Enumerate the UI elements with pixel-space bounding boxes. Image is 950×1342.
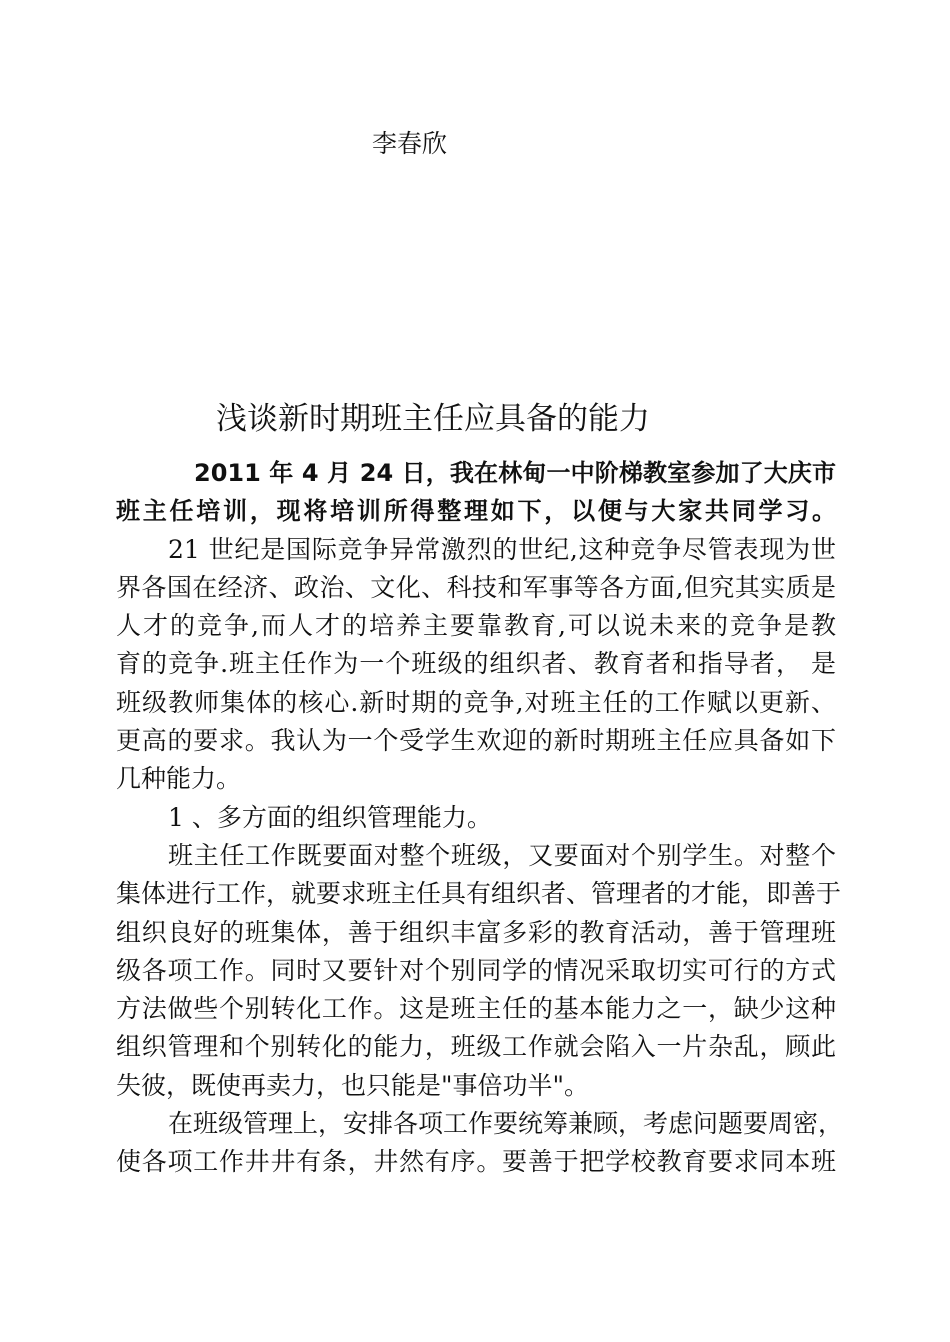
paragraph-line: 组织管理和个别转化的能力，班级工作就会陷入一片杂乱，顾此 xyxy=(116,1032,836,1062)
paragraph-line: 组织良好的班集体，善于组织丰富多彩的教育活动，善于管理班 xyxy=(116,917,836,947)
paragraph-line: 班主任工作既要面对整个班级，又要面对个别学生。对整个 xyxy=(168,840,836,870)
paragraph-line: 集体进行工作，就要求班主任具有组织者、管理者的才能，即善于 xyxy=(116,879,842,909)
paragraph-line: 班级教师集体的核心.新时期的竞争,对班主任的工作赋以更新、 xyxy=(116,687,836,717)
paragraph-line: 界各国在经济、政治、文化、科技和军事等各方面,但究其实质是 xyxy=(116,572,836,602)
paragraph-line: 21 世纪是国际竞争异常激烈的世纪,这种竞争尽管表现为世 xyxy=(168,534,836,564)
paragraph-line: 几种能力。 xyxy=(116,764,242,794)
section-heading: 1 、多方面的组织管理能力。 xyxy=(168,802,492,832)
paragraph-line: 育的竞争.班主任作为一个班级的组织者、教育者和指导者， 是 xyxy=(116,649,836,679)
paragraph-line: 失彼，既使再卖力，也只能是"事倍功半"。 xyxy=(116,1070,589,1100)
paragraph-line: 使各项工作井井有条，井然有序。要善于把学校教育要求同本班 xyxy=(116,1147,836,1177)
document-title: 浅谈新时期班主任应具备的能力 xyxy=(216,401,650,437)
document-body xyxy=(116,454,844,1182)
paragraph-line: 在班级管理上，安排各项工作要统筹兼顾，考虑问题要周密， xyxy=(168,1109,844,1139)
author-name: 李春欣 xyxy=(372,129,448,158)
paragraph-line: 人才的竞争,而人才的培养主要靠教育,可以说未来的竞争是教 xyxy=(116,611,836,641)
paragraph-line: 级各项工作。同时又要针对个别同学的情况采取切实可行的方式 xyxy=(116,955,836,985)
paragraph-line: 方法做些个别转化工作。这是班主任的基本能力之一，缺少这种 xyxy=(116,994,836,1024)
paragraph-line: 更高的要求。我认为一个受学生欢迎的新时期班主任应具备如下 xyxy=(116,726,836,756)
paragraph-line: 班主任培训，现将培训所得整理如下，以便与大家共同学习。 xyxy=(116,497,836,526)
paragraph-line: 2011 年 4 月 24 日，我在林甸一中阶梯教室参加了大庆市 xyxy=(194,459,836,487)
